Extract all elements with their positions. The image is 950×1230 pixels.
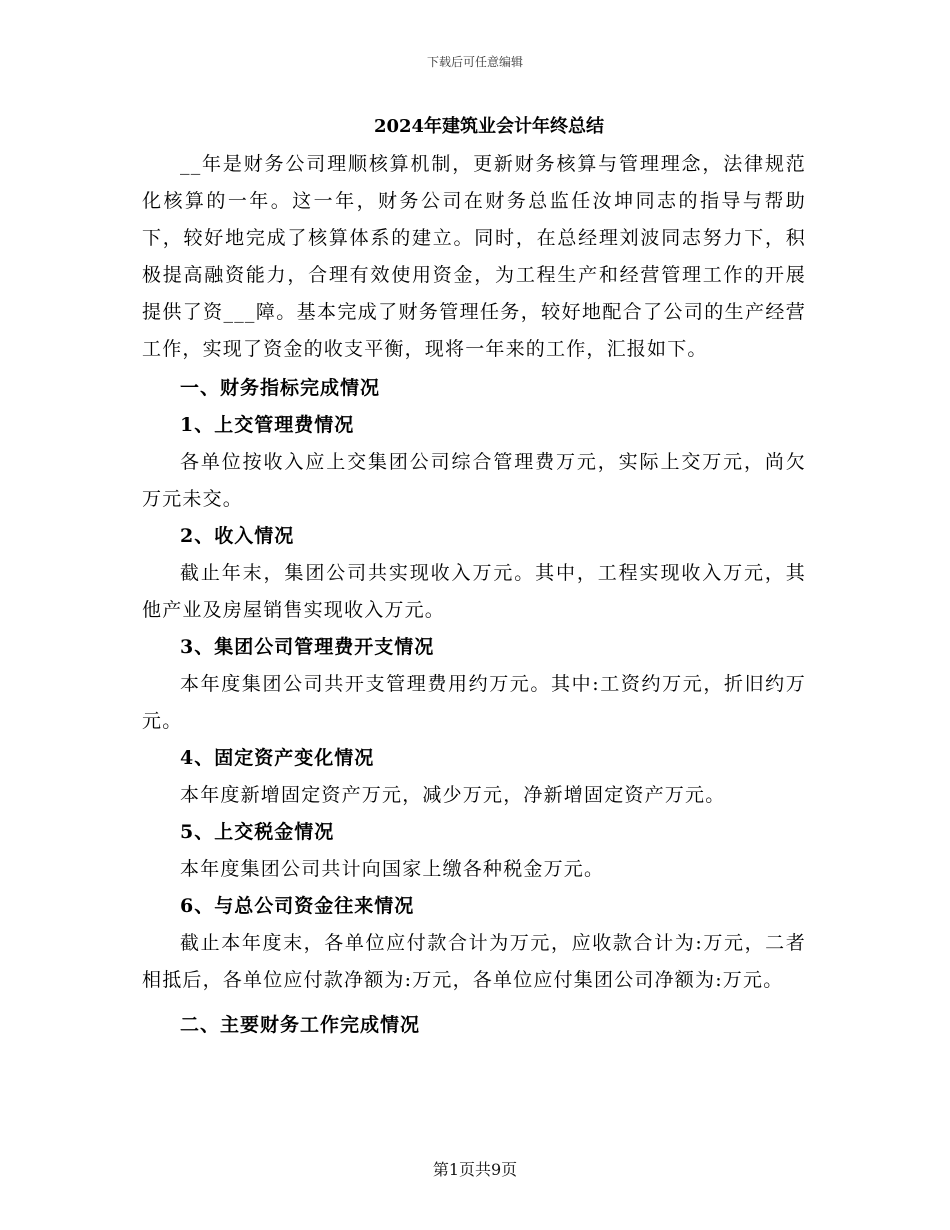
- item-6-text: 截止本年度末，各单位应付款合计为万元，应收款合计为:万元，二者相抵后，各单位应付款净额为:万元，各单位应付集团公司净额为:万元。: [142, 932, 806, 991]
- document-title: 2024年建筑业会计年终总结: [373, 116, 605, 137]
- document-body: [142, 112, 806, 1044]
- item-4-text: 本年度新增固定资产万元，减少万元，净新增固定资产万元。: [180, 784, 726, 806]
- intro-paragraph: __年是财务公司理顺核算机制，更新财务核算与管理理念，法律规范化核算的一年。这一年，财务公司在财务总监任汝坤同志的指导与帮助下，较好地完成了核算体系的建立。同时，在总经理刘波同志努力下，积极提高融资能力，合理有效使用资金，为工程生产和经营管理工作的开展提供了资___障。基本完成了财务管理任务，较好地配合了公司的生产经营工作，实现了资金的收支平衡，现将一年来的工作，汇报如下。: [142, 153, 806, 360]
- item-2-heading: 2、收入情况: [180, 525, 295, 547]
- page-header-note: 下载后可任意编辑: [426, 55, 523, 69]
- item-3-heading: 3、集团公司管理费开支情况: [180, 636, 435, 658]
- item-5-heading: 5、上交税金情况: [180, 821, 335, 843]
- section-2-heading: 二、主要财务工作完成情况: [180, 1014, 421, 1036]
- item-1-heading: 1、上交管理费情况: [180, 414, 355, 436]
- section-1-heading: 一、财务指标完成情况: [180, 377, 381, 399]
- item-3-text: 本年度集团公司共开支管理费用约万元。其中:工资约万元，折旧约万元。: [142, 673, 806, 732]
- item-4-heading: 4、固定资产变化情况: [180, 747, 375, 769]
- item-1-text: 各单位按收入应上交集团公司综合管理费万元，实际上交万元，尚欠万元未交。: [142, 451, 806, 510]
- item-2-text: 截止年末，集团公司共实现收入万元。其中，工程实现收入万元，其他产业及房屋销售实现收入万元。: [142, 562, 806, 621]
- item-5-text: 本年度集团公司共计向国家上缴各种税金万元。: [180, 858, 605, 880]
- item-6-heading: 6、与总公司资金往来情况: [180, 895, 415, 917]
- page-footer-page-number: 第1页共9页: [432, 1160, 518, 1179]
